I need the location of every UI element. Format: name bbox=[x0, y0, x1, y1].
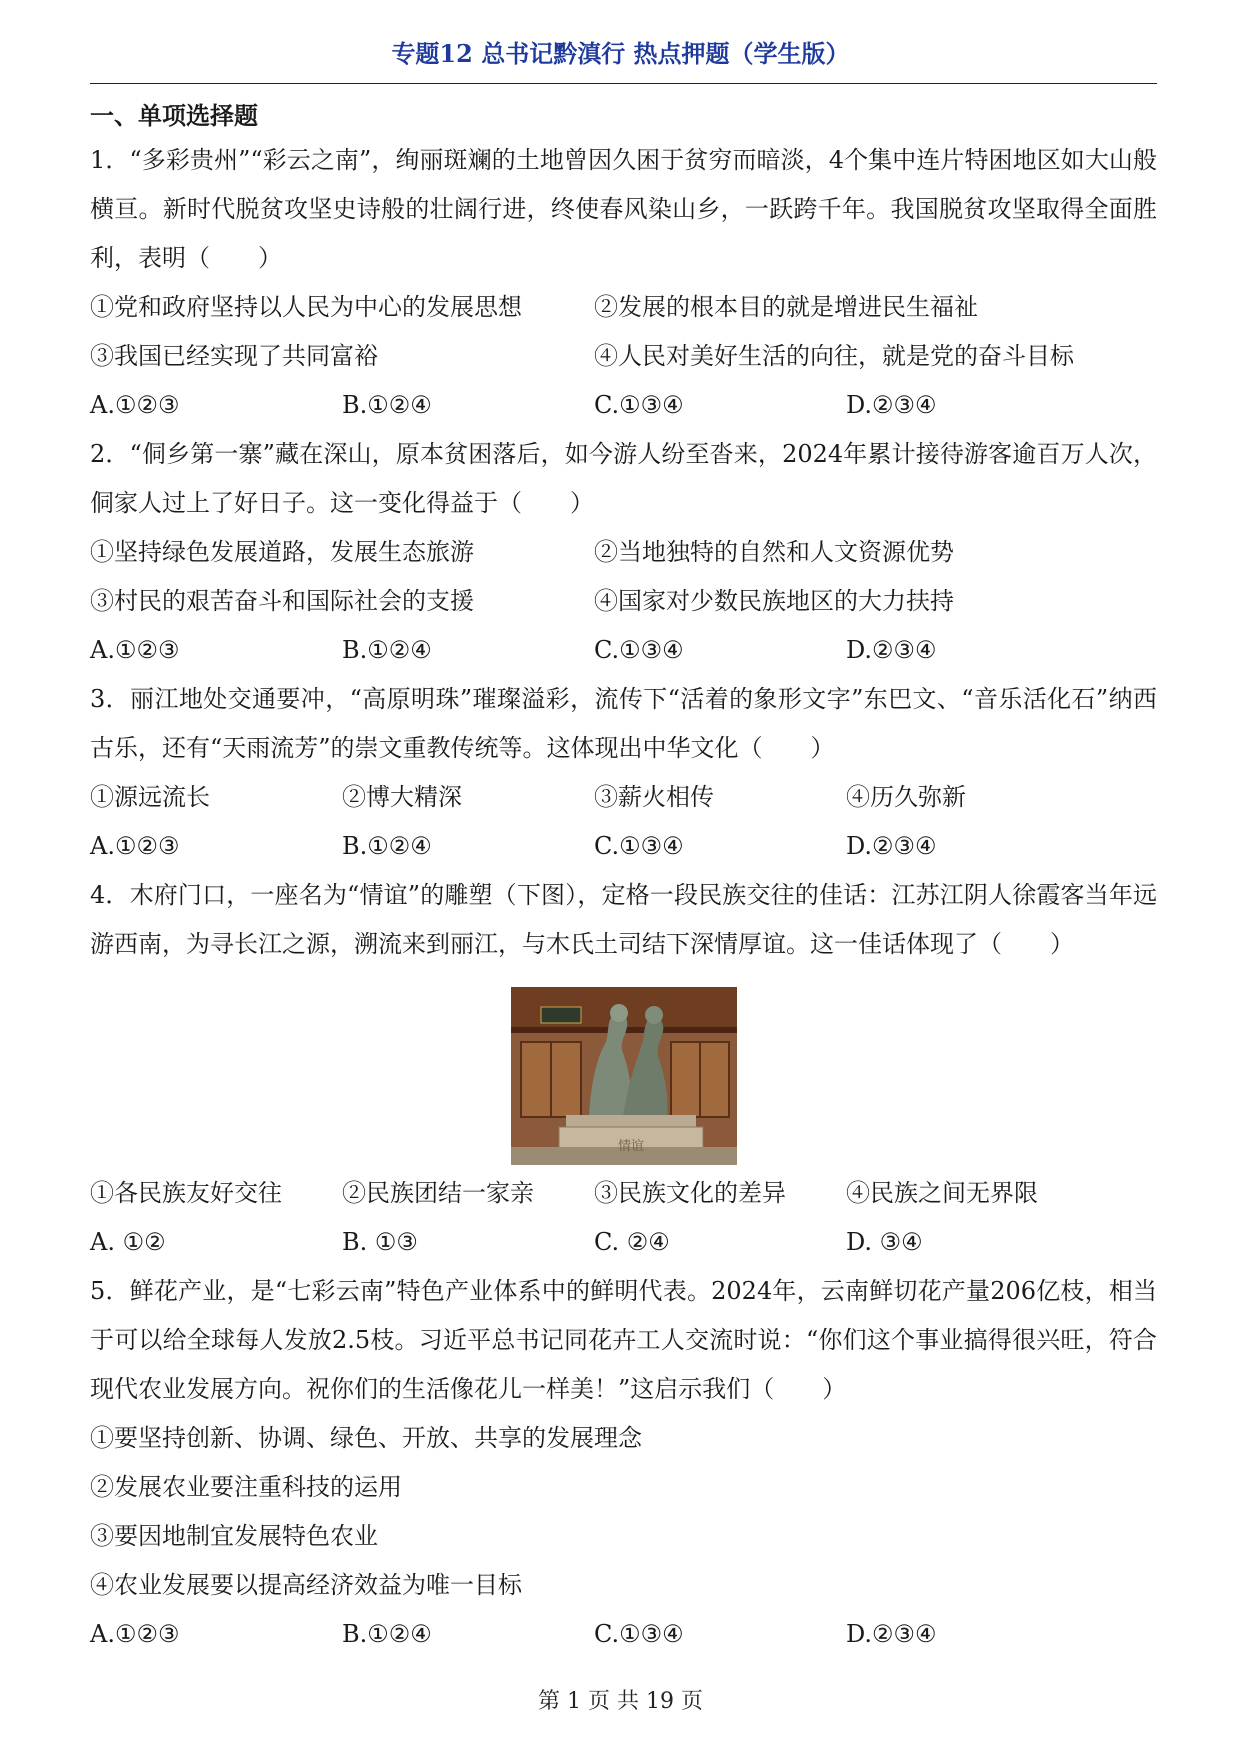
statement: ④历久弥新 bbox=[846, 783, 966, 811]
statement: ③村民的艰苦奋斗和国际社会的支援 bbox=[90, 587, 474, 615]
choice-b: B.①②④ bbox=[342, 1620, 432, 1648]
question-4-stem: 4．木府门口，一座名为“情谊”的雕塑（下图），定格一段民族交往的佳话：江苏江阴人徐霞客当年远游西南，为寻长江之源，溯流来到丽江，与木氏土司结下深情厚谊。这一佳话体现了（ ） bbox=[90, 881, 1157, 958]
choice-c: C.①③④ bbox=[594, 391, 684, 419]
content bbox=[90, 96, 1157, 1659]
statement: ④农业发展要以提高经济效益为唯一目标 bbox=[90, 1571, 522, 1599]
question-1-statements-row-2 bbox=[90, 332, 1157, 381]
sculpture-photo bbox=[511, 987, 737, 1165]
section-heading: 一、单项选择题 bbox=[90, 101, 258, 130]
question-2-statements-row-2 bbox=[90, 577, 1157, 626]
choice-d: D. ③④ bbox=[846, 1228, 923, 1256]
statement: ③民族文化的差异 bbox=[594, 1179, 786, 1207]
header-rule bbox=[90, 83, 1157, 84]
statement: ①源远流长 bbox=[90, 783, 210, 811]
question-3-stem: 3．丽江地处交通要冲，“高原明珠”璀璨溢彩，流传下“活着的象形文字”东巴文、“音乐活化石”纳西古乐，还有“天雨流芳”的崇文重教传统等。这体现出中华文化（ ） bbox=[90, 685, 1157, 762]
statement: ②发展农业要注重科技的运用 bbox=[90, 1473, 402, 1501]
choice-a: A.①②③ bbox=[90, 391, 180, 419]
question-1-choices bbox=[90, 381, 1157, 430]
statement: ③要因地制宜发展特色农业 bbox=[90, 1522, 378, 1550]
choice-a: A.①②③ bbox=[90, 636, 180, 664]
statement: ①要坚持创新、协调、绿色、开放、共享的发展理念 bbox=[90, 1424, 642, 1452]
statement: ①各民族友好交往 bbox=[90, 1179, 282, 1207]
statement: ④人民对美好生活的向往，就是党的奋斗目标 bbox=[594, 342, 1074, 370]
statement: ②民族团结一家亲 bbox=[342, 1179, 534, 1207]
document-title: 专题12 总书记黔滇行 热点押题（学生版） bbox=[391, 39, 850, 68]
choice-d: D.②③④ bbox=[846, 391, 937, 419]
question-2-statements-row-1 bbox=[90, 528, 1157, 577]
question-1-statements-row-1 bbox=[90, 283, 1157, 332]
choice-a: A.①②③ bbox=[90, 832, 180, 860]
choice-a: A.①②③ bbox=[90, 1620, 180, 1648]
choice-a: A. ①② bbox=[90, 1228, 166, 1256]
choice-c: C.①③④ bbox=[594, 636, 684, 664]
question-2-stem: 2．“侗乡第一寨”藏在深山，原本贫困落后，如今游人纷至沓来，2024年累计接待游客逾百万人次，侗家人过上了好日子。这一变化得益于（ ） bbox=[90, 440, 1157, 517]
choice-d: D.②③④ bbox=[846, 832, 937, 860]
statement: ①坚持绿色发展道路，发展生态旅游 bbox=[90, 538, 474, 566]
figure bbox=[90, 987, 1157, 1165]
page-number: 第 1 页 共 19 页 bbox=[538, 1689, 703, 1714]
statement: ②发展的根本目的就是增进民生福祉 bbox=[594, 293, 978, 321]
question-4-statements bbox=[90, 1169, 1157, 1218]
question-3-statements bbox=[90, 773, 1157, 822]
question-5-choices bbox=[90, 1610, 1157, 1659]
statement: ①党和政府坚持以人民为中心的发展思想 bbox=[90, 293, 522, 321]
statement: ③我国已经实现了共同富裕 bbox=[90, 342, 378, 370]
question-1-stem: 1．“多彩贵州”“彩云之南”，绚丽斑斓的土地曾因久困于贫穷而暗淡，4个集中连片特困地区如大山般横亘。新时代脱贫攻坚史诗般的壮阔行进，终使春风染山乡，一跃跨千年。我国脱贫攻坚取得全面胜利，表明（ ） bbox=[90, 146, 1157, 272]
question-5-stem: 5．鲜花产业，是“七彩云南”特色产业体系中的鲜明代表。2024年，云南鲜切花产量206亿枝，相当于可以给全球每人发放2.5枝。习近平总书记同花卉工人交流时说：“你们这个事业搞得很兴旺，符合现代农业发展方向。祝你们的生活像花儿一样美！”这启示我们（ ） bbox=[90, 1277, 1157, 1403]
statement: ④民族之间无界限 bbox=[846, 1179, 1038, 1207]
choice-b: B. ①③ bbox=[342, 1228, 418, 1256]
choice-c: C.①③④ bbox=[594, 832, 684, 860]
statement: ②当地独特的自然和人文资源优势 bbox=[594, 538, 954, 566]
plaque-text: 情谊 bbox=[617, 1139, 644, 1154]
statement: ③薪火相传 bbox=[594, 783, 714, 811]
question-3-choices bbox=[90, 822, 1157, 871]
question-2-choices bbox=[90, 626, 1157, 675]
sculpture-illustration bbox=[511, 987, 737, 1165]
choice-d: D.②③④ bbox=[846, 1620, 937, 1648]
statement: ④国家对少数民族地区的大力扶持 bbox=[594, 587, 954, 615]
choice-c: C.①③④ bbox=[594, 1620, 684, 1648]
choice-b: B.①②④ bbox=[342, 391, 432, 419]
choice-c: C. ②④ bbox=[594, 1228, 670, 1256]
choice-b: B.①②④ bbox=[342, 832, 432, 860]
statement: ②博大精深 bbox=[342, 783, 462, 811]
choice-b: B.①②④ bbox=[342, 636, 432, 664]
choice-d: D.②③④ bbox=[846, 636, 937, 664]
question-4-choices bbox=[90, 1218, 1157, 1267]
